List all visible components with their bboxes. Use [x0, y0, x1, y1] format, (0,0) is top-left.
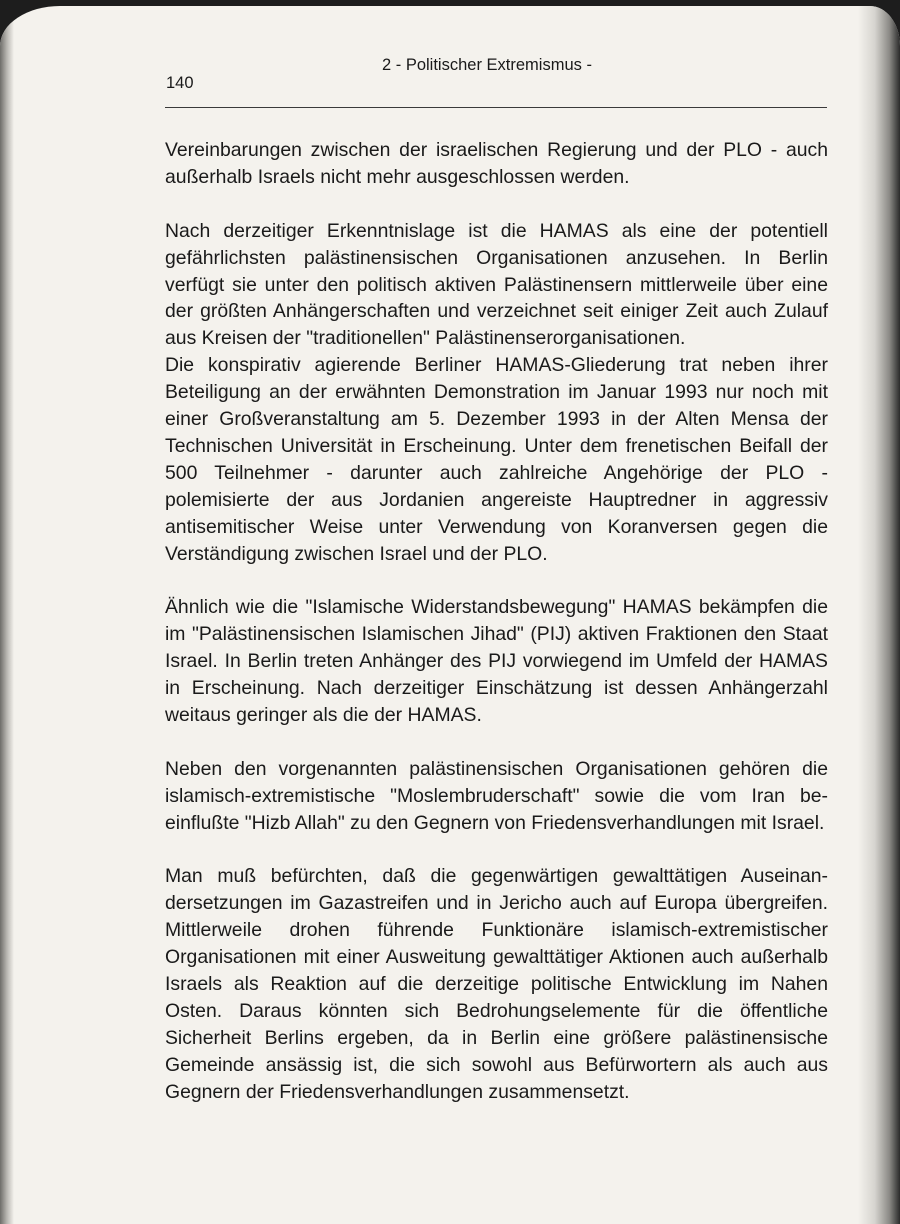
- paragraph: Nach derzeitiger Erkenntnislage ist die HAMAS als eine der potentiell gefährlichsten palästinensischen Organisationen anzusehen. In Berlin verfügt sie unter den politisch aktiven Palästinensern mittlerweile über eine der größten Anhängerschaften und verzeichnet seit einiger Zeit auch Zulauf aus Kreisen der "traditionellen" Palästinenserorganisationen.: [165, 219, 828, 350]
- paragraph: Ähnlich wie die "Islamische Widerstandsbewegung" HAMAS bekämpfen die im "Palästinensischen Islamischen Jihad" (PIJ) aktiven Fraktionen den Staat Israel. In Berlin treten Anhänger des PIJ vorwiegend im Umfeld der HAMAS in Erscheinung. Nach derzeitiger Einschätzung ist dessen Anhängerzahl weitaus geringer als die der HAMAS.: [165, 596, 828, 726]
- paragraph: Neben den vorgenannten palästinensischen Organisationen gehören die islamisch-extremistische "Moslembruderschaft" sowie die vom Iran beeinflußte "Hizb Allah" zu den Gegnern von Friedensverhandlungen mit Israel.: [165, 757, 828, 834]
- document-page: [0, 6, 900, 1224]
- page-header: [0, 6, 900, 116]
- page-number: 140: [166, 74, 194, 92]
- body-text: [165, 137, 828, 1106]
- running-title: 2 - Politischer Extremismus -: [382, 56, 592, 74]
- header-rule: [165, 107, 827, 108]
- paragraph: Man muß befürchten, daß die gegenwärtigen gewalttätigen Auseinandersetzungen im Gazastreifen und in Jericho auch auf Europa übergreifen. Mittlerweile drohen führende Funktionäre islamisch-extremistischer Organisationen mit einer Ausweitung gewalttätiger Aktionen auch außerhalb Israels als Reaktion auf die derzeitige politische Entwicklung im Nahen Osten. Daraus könnten sich Bedrohungselemente für die öffentliche Sicherheit Berlins ergeben, da in Berlin eine größere palästinensische Gemeinde ansässig ist, die sich sowohl aus Befürwortern als auch aus Gegnern der Friedensverhandlungen zusammensetzt.: [165, 865, 828, 1103]
- paragraph: Die konspirativ agierende Berliner HAMAS-Gliederung trat neben ihrer Beteiligung an der erwähnten Demonstration im Januar 1993 nur noch mit einer Großveranstaltung am 5. Dezember 1993 in der Alten Mensa der Technischen Universität in Erscheinung. Unter dem frenetischen Beifall der 500 Teilnehmer - darunter auch zahlreiche Angehörige der PLO - polemisierte der aus Jordanien angereiste Hauptredner in aggressiv antisemitischer Weise unter Verwendung von Koranversen gegen die Verständigung zwischen Israel und der PLO.: [165, 354, 828, 565]
- paragraph: Vereinbarungen zwischen der israelischen Regierung und der PLO - auch außerhalb Israels nicht mehr ausgeschlossen werden.: [165, 139, 828, 188]
